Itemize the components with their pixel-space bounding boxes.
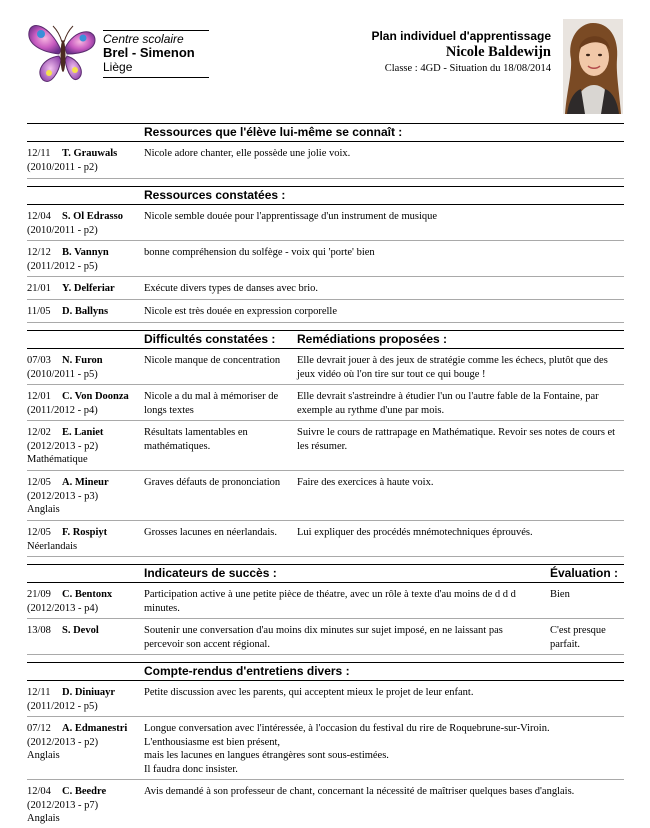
table-row — [27, 521, 624, 557]
difficulty-text: Nicole a du mal à mémoriser de longs textes — [144, 391, 279, 416]
table-row — [27, 780, 624, 828]
entry-date: 07/03 — [27, 355, 51, 366]
remediation-text: Lui expliquer des procédés mnémotechniques éprouvés. — [297, 527, 533, 538]
remediation-text: Faire des exercices à haute voix. — [297, 477, 434, 488]
table-row — [27, 619, 624, 655]
entry-subject: Anglais — [27, 750, 60, 761]
difficulty-text: Nicole manque de concentration — [144, 355, 281, 366]
entry-line: Petite discussion avec les parents, qui acceptent mieux le projet de leur enfant. — [144, 687, 474, 698]
entry-info: (2011/2012 - p4) — [27, 404, 98, 416]
table-row — [27, 241, 624, 277]
author-cell — [27, 147, 145, 174]
table-row — [27, 300, 624, 323]
school-line2: Brel - Simenon — [103, 45, 195, 60]
author-cell — [27, 246, 145, 273]
section-heading-ressources-eleve — [27, 123, 624, 142]
author-cell — [27, 390, 145, 417]
entry-line: L'enthousiasme est bien présent, — [144, 736, 281, 748]
entry-line: Avis demandé à son professeur de chant, concernant la nécessité de maîtriser quelques bases d'anglais. — [144, 786, 575, 797]
entry-line: Il faudra donc insister. — [144, 763, 238, 775]
table-row — [27, 142, 624, 179]
remediation-text: Elle devrait s'astreindre à étudier l'un ou l'autre fable de la Fontaine, par exemple au rythme d'une par mois. — [297, 391, 599, 416]
indicator-text: Soutenir une conversation d'au moins dix minutes sur sujet imposé, en ne laissant pas percevoir son accent régional. — [144, 625, 503, 650]
entry-info: (2010/2011 - p2) — [27, 224, 98, 236]
difficulty-text: Graves défauts de prononciation — [144, 477, 281, 488]
author-cell — [27, 624, 145, 638]
entry-author: E. Laniet — [62, 427, 104, 438]
table-row — [27, 471, 624, 521]
author-cell — [27, 588, 145, 615]
entry-info: (2012/2013 - p3) — [27, 490, 99, 502]
author-cell — [27, 686, 145, 713]
entry-subject: Mathématique — [27, 454, 88, 465]
heading-ressources-constatees: Ressources constatées : — [144, 188, 286, 202]
butterfly-logo — [27, 18, 99, 88]
entry-text — [144, 722, 624, 776]
author-cell — [27, 210, 145, 237]
heading-difficultes: Difficultés constatées : — [144, 332, 276, 346]
entry-info: (2012/2013 - p7) — [27, 799, 99, 811]
entry-author: D. Diniuayr — [62, 687, 116, 698]
entry-info: Néerlandais — [27, 540, 78, 552]
entry-date: 12/04 — [27, 786, 51, 797]
entry-date: 12/11 — [27, 148, 51, 159]
table-row — [27, 205, 624, 241]
plan-subtitle: Classe : 4GD - Situation du 18/08/2014 — [384, 63, 551, 74]
remediation-text: Elle devrait jouer à des jeux de stratégie comme les échecs, plutôt que des jeux vidéo où l'on tire sur tout ce qui bouge ! — [297, 355, 608, 380]
entry-date: 12/01 — [27, 391, 51, 402]
heading-entretiens: Compte-rendus d'entretiens divers : — [144, 664, 350, 678]
entry-line: mais les lacunes en langues étrangères sont sous-estimées. — [144, 750, 389, 761]
indicator-text: Participation active à une petite pièce de théatre, avec un rôle à texte d'au moins de d d d minutes. — [144, 589, 516, 614]
entry-date: 12/05 — [27, 477, 51, 488]
author-cell — [27, 722, 145, 763]
entry-date: 21/01 — [27, 283, 51, 294]
evaluation-text: C'est presque parfait. — [550, 625, 606, 650]
entry-text: Nicole est très douée en expression corporelle — [144, 306, 338, 317]
entry-date: 12/02 — [27, 427, 51, 438]
section-heading-indicateurs — [27, 564, 624, 583]
author-cell — [27, 476, 145, 517]
section-heading-ressources-constatees — [27, 186, 624, 205]
heading-indicateurs: Indicateurs de succès : — [144, 566, 277, 580]
entry-date: 07/12 — [27, 723, 51, 734]
entry-text: Nicole semble douée pour l'apprentissage d'un instrument de musique — [144, 211, 438, 222]
entry-text: bonne compréhension du solfège - voix qui 'porte' bien — [144, 247, 375, 258]
school-line1: Centre scolaire — [103, 32, 184, 46]
entry-author: D. Ballyns — [62, 306, 109, 317]
plan-header — [371, 29, 551, 77]
entry-author: Y. Delferiar — [62, 283, 115, 294]
author-cell — [27, 354, 145, 381]
plan-content — [27, 123, 624, 828]
entry-author: A. Mineur — [62, 477, 109, 488]
plan-title: Plan individuel d'apprentissage — [371, 29, 551, 43]
entry-date: 21/09 — [27, 589, 51, 600]
entry-author: F. Rospiyt — [62, 527, 108, 538]
table-row — [27, 385, 624, 421]
entry-author: N. Furon — [62, 355, 103, 366]
entry-text — [144, 686, 624, 713]
entry-author: C. Von Doonza — [62, 391, 129, 402]
entry-subject: Anglais — [27, 504, 60, 515]
entry-info: (2010/2011 - p5) — [27, 368, 98, 380]
table-row — [27, 681, 624, 717]
school-block — [103, 30, 209, 78]
entry-date: 13/08 — [27, 625, 51, 636]
student-name: Nicole Baldewijn — [445, 44, 551, 60]
school-city: Liège — [103, 60, 133, 74]
entry-author: C. Bentonx — [62, 589, 113, 600]
section-heading-difficultes — [27, 330, 624, 349]
heading-ressources-eleve: Ressources que l'élève lui-même se connaît : — [144, 125, 403, 139]
entry-info: (2010/2011 - p2) — [27, 161, 98, 173]
table-row — [27, 277, 624, 300]
entry-author: C. Beedre — [62, 786, 107, 797]
entry-author: S. Devol — [62, 625, 99, 636]
difficulty-text: Résultats lamentables en mathématiques. — [144, 427, 248, 452]
table-row — [27, 717, 624, 780]
entry-date: 12/12 — [27, 247, 51, 258]
entry-author: A. Edmanestri — [62, 723, 128, 734]
entry-author: T. Grauwals — [62, 148, 118, 159]
entry-subject: Anglais — [27, 813, 60, 824]
entry-info: (2012/2013 - p4) — [27, 602, 99, 614]
author-cell — [27, 282, 145, 296]
author-cell — [27, 785, 145, 826]
author-cell — [27, 426, 145, 467]
entry-info: (2012/2013 - p2) — [27, 736, 99, 748]
remediation-text: Suivre le cours de rattrapage en Mathématique. Revoir ses notes de cours et les résumer. — [297, 427, 616, 452]
difficulty-text: Grosses lacunes en néerlandais. — [144, 527, 277, 538]
table-row — [27, 583, 624, 619]
student-photo — [563, 19, 623, 114]
entry-author: B. Vannyn — [62, 247, 109, 258]
entry-date: 12/05 — [27, 527, 51, 538]
table-row — [27, 421, 624, 471]
school-bottom-rule — [103, 77, 209, 78]
entry-info: (2011/2012 - p5) — [27, 260, 98, 272]
entry-date: 12/11 — [27, 687, 51, 698]
entry-author: S. Ol Edrasso — [62, 211, 123, 222]
entry-date: 12/04 — [27, 211, 51, 222]
entry-text — [144, 785, 624, 826]
table-row — [27, 349, 624, 385]
heading-remediations: Remédiations proposées : — [297, 332, 448, 346]
evaluation-text: Bien — [550, 589, 570, 600]
heading-evaluation: Évaluation : — [550, 566, 619, 580]
entry-date: 11/05 — [27, 306, 51, 317]
author-cell — [27, 526, 145, 553]
section-heading-entretiens — [27, 662, 624, 681]
entry-info: (2012/2013 - p2) — [27, 440, 99, 452]
entry-text: Nicole adore chanter, elle possède une jolie voix. — [144, 148, 351, 159]
author-cell — [27, 305, 145, 319]
entry-info: (2011/2012 - p5) — [27, 700, 98, 712]
entry-text: Exécute divers types de danses avec brio. — [144, 283, 319, 294]
entry-line: Longue conversation avec l'intéressée, à l'occasion du festival du rire de Roquebrune-sur-Viroin. — [144, 723, 550, 734]
